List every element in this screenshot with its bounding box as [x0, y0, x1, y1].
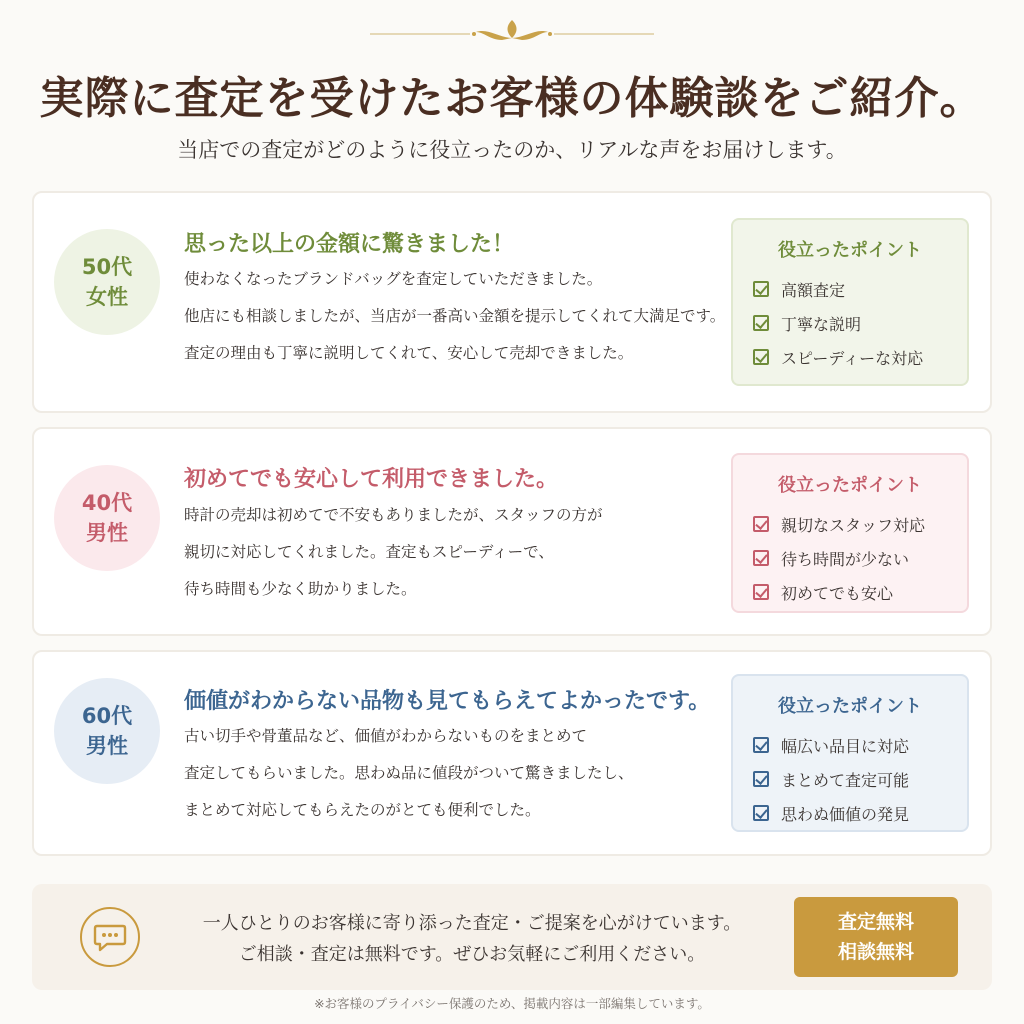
free-consultation-button[interactable] — [794, 897, 958, 977]
customer-gender: 男性 — [86, 734, 128, 758]
testimonial-line: 査定してもらいました。思わぬ品に値段がついて驚きましたし、 — [184, 764, 634, 782]
testimonial-line: 使わなくなったブランドバッグを査定していただきました。 — [184, 270, 603, 288]
customer-badge — [54, 465, 160, 571]
helpful-points-title: 役立ったポイント — [778, 475, 922, 496]
testimonial-line: 待ち時間も少なく助かりました。 — [184, 580, 417, 598]
helpful-point-label: スピーディーな対応 — [781, 348, 924, 368]
testimonial-heading: 初めてでも安心して利用できました。 — [184, 466, 559, 492]
footer-line: ご相談・査定は無料です。ぜひお気軽にご利用ください。 — [238, 944, 706, 965]
helpful-point — [753, 306, 967, 340]
helpful-points-title: 役立ったポイント — [778, 240, 922, 261]
helpful-point-label: 高額査定 — [781, 280, 846, 300]
customer-gender: 女性 — [86, 285, 128, 309]
customer-age: 60代 — [81, 704, 133, 728]
testimonial-line: 査定の理由も丁寧に説明してくれて、安心して売却できました。 — [184, 344, 634, 362]
helpful-point-label: まとめて査定可能 — [781, 770, 910, 790]
privacy-note: ※お客様のプライバシー保護のため、掲載内容は一部編集しています。 — [314, 996, 710, 1011]
testimonial-line: 他店にも相談しましたが、当店が一番高い金額を提示してくれて大満足です。 — [184, 307, 726, 325]
helpful-point — [753, 575, 967, 609]
checkbox-checked-icon — [753, 550, 769, 566]
testimonial-line: 時計の売却は初めてで不安もありましたが、スタッフの方が — [184, 506, 603, 524]
testimonial-card — [32, 191, 992, 413]
testimonial-body — [184, 267, 744, 378]
helpful-point-label: 丁寧な説明 — [781, 314, 862, 334]
helpful-points-box — [731, 453, 969, 613]
helpful-point-label: 思わぬ価値の発見 — [781, 804, 910, 824]
helpful-point-label: 待ち時間が少ない — [781, 549, 910, 569]
helpful-point — [753, 796, 967, 830]
checkbox-checked-icon — [753, 737, 769, 753]
testimonial-line: 古い切手や骨董品など、価値がわからないものをまとめて — [184, 727, 588, 745]
helpful-point — [753, 728, 967, 762]
testimonial-heading: 思った以上の金額に驚きました！ — [184, 231, 515, 257]
customer-age: 40代 — [81, 491, 133, 515]
page-title: 実際に査定を受けたお客様の体験談をご紹介。 — [39, 73, 985, 124]
customer-badge — [54, 229, 160, 335]
page-subtitle: 当店での査定がどのように役立ったのか、リアルな声をお届けします。 — [177, 138, 847, 162]
footer-banner — [32, 884, 992, 990]
checkbox-checked-icon — [753, 281, 769, 297]
chat-bubble-icon — [80, 907, 140, 967]
helpful-points-box — [731, 218, 969, 386]
helpful-point — [753, 507, 967, 541]
helpful-point — [753, 541, 967, 575]
testimonial-card — [32, 427, 992, 636]
footer-message — [182, 908, 762, 970]
checkbox-checked-icon — [753, 805, 769, 821]
helpful-point-label: 初めてでも安心 — [781, 583, 894, 603]
helpful-point — [753, 762, 967, 796]
checkbox-checked-icon — [753, 349, 769, 365]
cta-line: 査定無料 — [837, 911, 914, 933]
cta-line: 相談無料 — [837, 941, 914, 963]
testimonial-heading: 価値がわからない品物も見てもらえてよかったです。 — [184, 688, 711, 714]
ornament-divider — [370, 16, 654, 46]
testimonial-body — [184, 503, 744, 614]
testimonial-line: まとめて対応してもらえたのがとても便利でした。 — [184, 801, 541, 819]
helpful-points-title: 役立ったポイント — [778, 696, 922, 717]
checkbox-checked-icon — [753, 771, 769, 787]
footer-line: 一人ひとりのお客様に寄り添った査定・ご提案を心がけています。 — [202, 913, 742, 934]
customer-age: 50代 — [81, 255, 133, 279]
customer-badge — [54, 678, 160, 784]
customer-gender: 男性 — [86, 521, 128, 545]
checkbox-checked-icon — [753, 516, 769, 532]
helpful-points-box — [731, 674, 969, 832]
testimonial-body — [184, 724, 744, 835]
helpful-point-label: 親切なスタッフ対応 — [781, 515, 926, 535]
testimonial-line: 親切に対応してくれました。査定もスピーディーで、 — [184, 543, 554, 561]
checkbox-checked-icon — [753, 315, 769, 331]
testimonial-card — [32, 650, 992, 856]
helpful-point-label: 幅広い品目に対応 — [781, 736, 910, 756]
checkbox-checked-icon — [753, 584, 769, 600]
helpful-point — [753, 272, 967, 306]
helpful-point — [753, 340, 967, 374]
